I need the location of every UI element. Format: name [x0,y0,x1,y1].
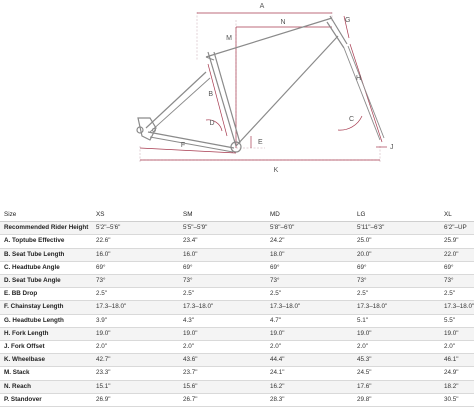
table-cell: 19.0" [353,327,440,340]
row-label: B. Seat Tube Length [0,248,92,261]
table-cell: 73° [353,275,440,288]
dim-label-g: G [345,17,351,24]
row-label: C. Headtube Angle [0,261,92,274]
table-cell: 5'11"–6'3" [353,222,440,235]
table-cell: 30.5" [440,393,474,406]
table-cell: 17.3–18.0" [92,301,179,314]
table-cell: 2.0" [353,341,440,354]
table-cell: 73° [179,275,266,288]
table-row [0,261,474,274]
table-cell: 24.2" [266,235,353,248]
table-cell: 16.0" [179,248,266,261]
header-size: Size [0,209,92,222]
row-label: D. Seat Tube Angle [0,275,92,288]
table-row [0,380,474,393]
table-cell: 22.6" [92,235,179,248]
table-cell: 24.1" [266,367,353,380]
table-row [0,367,474,380]
row-label: Recommended Rider Height [0,222,92,235]
table-cell: 19.0" [92,327,179,340]
table-row [0,235,474,248]
bike-frame [137,16,384,152]
table-row [0,301,474,314]
table-cell: 16.0" [92,248,179,261]
table-row [0,327,474,340]
row-label: P. Standover [0,393,92,406]
row-label: J. Fork Offset [0,341,92,354]
table-row [0,288,474,301]
table-cell: 5.1" [353,314,440,327]
dim-label-j: J [390,144,394,151]
table-cell: 5'5"–5'9" [179,222,266,235]
table-cell: 18.2" [440,380,474,393]
table-cell: 15.1" [92,380,179,393]
dim-label-b: B [208,91,213,98]
row-label: N. Reach [0,380,92,393]
row-label: E. BB Drop [0,288,92,301]
table-cell: 2.5" [179,288,266,301]
table-cell: 29.8" [353,393,440,406]
geometry-table [0,209,474,407]
dim-label-f: F [180,142,186,149]
table-cell: 69° [353,261,440,274]
table-cell: 73° [92,275,179,288]
dim-label-n: N [280,19,286,26]
table-cell: 19.0" [266,327,353,340]
table-cell: 18.0" [266,248,353,261]
table-row [0,248,474,261]
table-cell: 24.5" [353,367,440,380]
table-row [0,275,474,288]
table-cell: 43.6" [179,354,266,367]
header-md: MD [266,209,353,222]
row-label: F. Chainstay Length [0,301,92,314]
table-cell: 46.1" [440,354,474,367]
table-cell: 28.3" [266,393,353,406]
table-cell: 3.9" [92,314,179,327]
dim-label-a: A [259,3,265,10]
table-cell: 17.3–18.0" [440,301,474,314]
table-cell: 2.5" [353,288,440,301]
dim-label-e: E [258,139,263,146]
table-cell: 23.3" [92,367,179,380]
table-cell: 69° [179,261,266,274]
table-cell: 24.9" [440,367,474,380]
row-label: H. Fork Length [0,327,92,340]
header-lg: LG [353,209,440,222]
row-label: M. Stack [0,367,92,380]
table-cell: 6'2"–UP [440,222,474,235]
table-cell: 2.5" [92,288,179,301]
dim-label-k: K [273,167,279,174]
table-row [0,314,474,327]
dim-label-m: M [226,35,232,42]
table-cell: 22.0" [440,248,474,261]
header-sm: SM [179,209,266,222]
table-cell: 26.7" [179,393,266,406]
header-xs: XS [92,209,179,222]
frame-geometry-diagram [0,0,474,205]
table-cell: 5.5" [440,314,474,327]
table-cell: 2.0" [92,341,179,354]
dim-label-d: D [209,120,215,127]
dim-label-h: H [356,75,362,82]
table-cell: 2.0" [179,341,266,354]
table-cell: 5'8"–6'0" [266,222,353,235]
row-label: G. Headtube Length [0,314,92,327]
table-cell: 69° [266,261,353,274]
table-cell: 25.0" [353,235,440,248]
table-cell: 69° [92,261,179,274]
table-cell: 2.0" [266,341,353,354]
table-cell: 20.0" [353,248,440,261]
table-cell: 19.0" [440,327,474,340]
table-row [0,354,474,367]
table-cell: 73° [440,275,474,288]
table-cell: 73° [266,275,353,288]
header-xl: XL [440,209,474,222]
table-cell: 69° [440,261,474,274]
table-row [0,393,474,406]
table-cell: 17.3–18.0" [353,301,440,314]
dim-label-c: C [349,116,355,123]
table-row [0,222,474,235]
table-row [0,341,474,354]
table-body [0,222,474,407]
table-cell: 4.3" [179,314,266,327]
table-cell: 23.4" [179,235,266,248]
row-label: A. Toptube Effective [0,235,92,248]
table-cell: 16.2" [266,380,353,393]
table-cell: 4.7" [266,314,353,327]
dim-f-line [140,148,236,153]
table-cell: 2.5" [266,288,353,301]
table-header-row [0,209,474,222]
table-cell: 26.9" [92,393,179,406]
table-cell: 5'2"–5'6" [92,222,179,235]
table-cell: 42.7" [92,354,179,367]
table-cell: 2.0" [440,341,474,354]
table-cell: 17.3–18.0" [266,301,353,314]
table-cell: 15.6" [179,380,266,393]
table-cell: 45.3" [353,354,440,367]
table-cell: 25.9" [440,235,474,248]
table-cell: 23.7" [179,367,266,380]
table-cell: 19.0" [179,327,266,340]
table-cell: 44.4" [266,354,353,367]
table-cell: 17.3–18.0" [179,301,266,314]
table-cell: 2.5" [440,288,474,301]
table-cell: 17.6" [353,380,440,393]
row-label: K. Wheelbase [0,354,92,367]
